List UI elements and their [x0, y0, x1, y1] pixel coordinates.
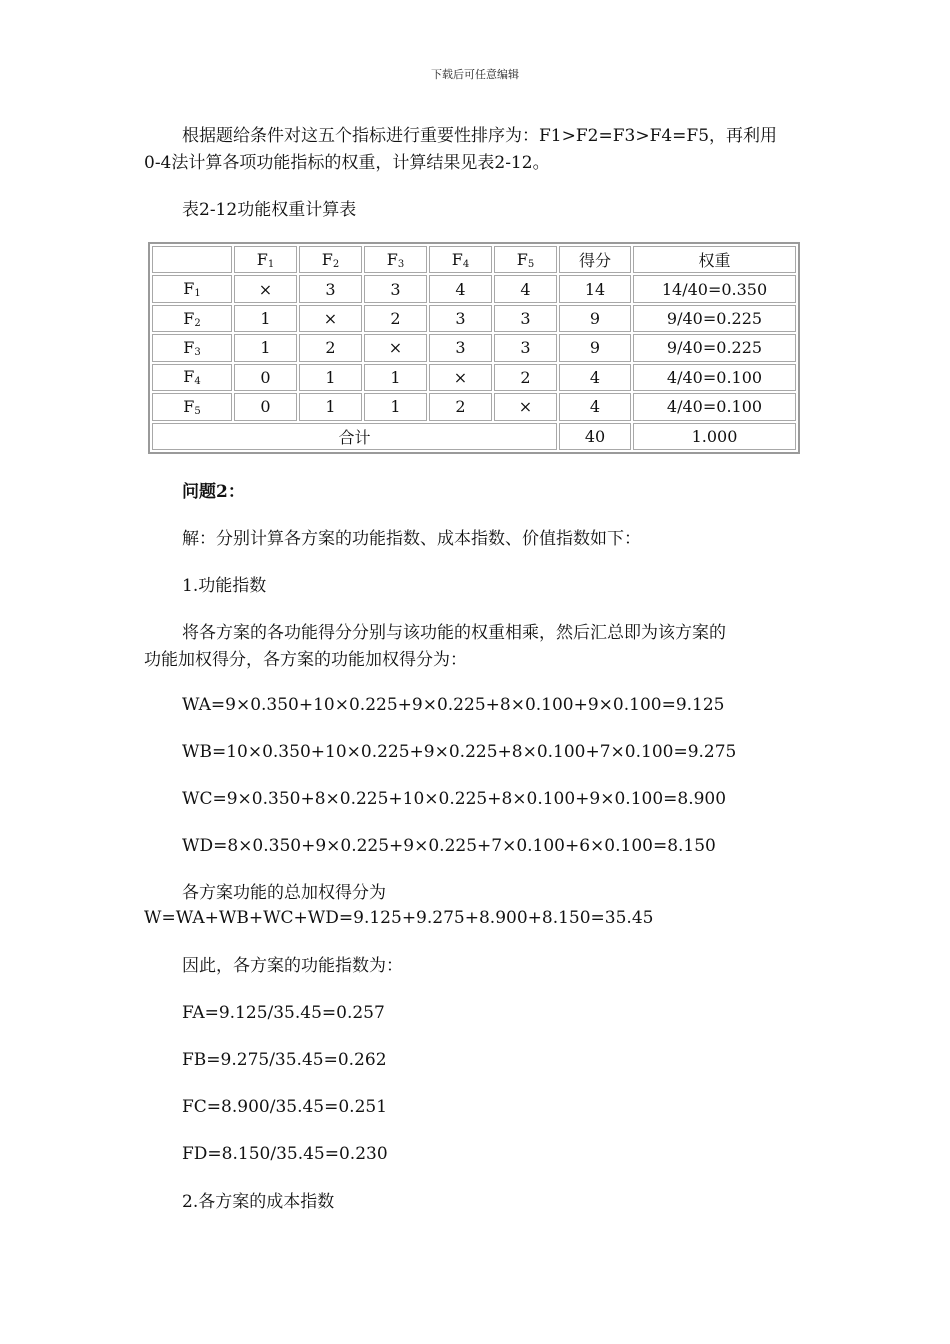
paragraph-weighting-line2: 功能加权得分，各方案的功能加权得分为： [144, 650, 467, 670]
table-cell: 2 [494, 364, 557, 391]
total-label: 合计 [152, 423, 557, 450]
table-cell: 1 [234, 305, 297, 332]
paragraph-ranking-line1: 根据题给条件对这五个指标进行重要性排序为：F1>F2=F3>F4=F5，再利用 [182, 126, 778, 146]
header-cell-f4: $F_4$ [429, 246, 492, 273]
total-weight: 1.000 [633, 423, 796, 450]
function-index-fb: FB=9.275/35.45=0.262 [182, 1050, 387, 1070]
function-index-fc: FC=8.900/35.45=0.251 [182, 1097, 388, 1117]
section-2-title: 2.各方案的成本指数 [182, 1192, 335, 1212]
table-row [152, 393, 796, 420]
row-label: $F_5$ [152, 393, 232, 420]
equation-wc: WC=9×0.350+8×0.225+10×0.225+8×0.100+9×0.100=8.900 [182, 789, 727, 809]
equation-wb: WB=10×0.350+10×0.225+9×0.225+8×0.100+7×0.100=9.275 [182, 742, 737, 762]
function-index-fa: FA=9.125/35.45=0.257 [182, 1003, 385, 1023]
header-cell-score: 得分 [559, 246, 631, 273]
row-label: $F_3$ [152, 334, 232, 361]
header-cell-f1: $F_1$ [234, 246, 297, 273]
table-cell: 14 [559, 275, 631, 302]
table-cell: × [234, 275, 297, 302]
table-cell: 2 [364, 305, 427, 332]
total-score: 40 [559, 423, 631, 450]
table-cell: 4 [559, 364, 631, 391]
total-weighted-score-label: 各方案功能的总加权得分为 [182, 883, 386, 903]
table-cell: 14/40=0.350 [633, 275, 796, 302]
table-cell: 1 [299, 364, 362, 391]
function-index-fd: FD=8.150/35.45=0.230 [182, 1144, 388, 1164]
table-cell: 4 [494, 275, 557, 302]
table-row [152, 305, 796, 332]
table-cell: 3 [429, 334, 492, 361]
table-cell: 1 [364, 364, 427, 391]
header-cell-weight: 权重 [633, 246, 796, 273]
table-cell: 2 [299, 334, 362, 361]
table-cell: 9/40=0.225 [633, 334, 796, 361]
table-row [152, 364, 796, 391]
table-cell: 0 [234, 393, 297, 420]
table-cell: × [299, 305, 362, 332]
table-cell: 2 [429, 393, 492, 420]
header-cell-empty [152, 246, 232, 273]
row-label: $F_4$ [152, 364, 232, 391]
paragraph-ranking-line2: 0-4法计算各项功能指标的权重，计算结果见表2-12。 [144, 153, 550, 173]
question-2-title: 问题2： [182, 482, 245, 502]
equation-wd: WD=8×0.350+9×0.225+9×0.225+7×0.100+6×0.100=8.150 [182, 836, 716, 856]
table-cell: × [429, 364, 492, 391]
page-header: 下载后可任意编辑 [431, 68, 519, 81]
header-cell-f5: $F_5$ [494, 246, 557, 273]
table-cell: 4 [559, 393, 631, 420]
therefore-line: 因此，各方案的功能指数为： [182, 956, 403, 976]
table-cell: 3 [494, 334, 557, 361]
table-cell: 3 [429, 305, 492, 332]
table-cell: × [364, 334, 427, 361]
equation-wa: WA=9×0.350+10×0.225+9×0.225+8×0.100+9×0.100=9.125 [182, 695, 725, 715]
table-cell: 9 [559, 305, 631, 332]
table-cell: 3 [494, 305, 557, 332]
table-cell: 1 [364, 393, 427, 420]
table-cell: × [494, 393, 557, 420]
header-cell-f2: $F_2$ [299, 246, 362, 273]
row-label: $F_2$ [152, 305, 232, 332]
header-cell-f3: $F_3$ [364, 246, 427, 273]
total-weighted-score-equation: W=WA+WB+WC+WD=9.125+9.275+8.900+8.150=35.45 [144, 908, 654, 928]
row-label: $F_1$ [152, 275, 232, 302]
table-cell: 9 [559, 334, 631, 361]
table-cell: 0 [234, 364, 297, 391]
table-row [152, 334, 796, 361]
table-caption: 表2-12功能权重计算表 [182, 200, 357, 220]
table-cell: 4/40=0.100 [633, 364, 796, 391]
table-header-row [152, 246, 796, 273]
section-1-title: 1.功能指数 [182, 576, 267, 596]
table-cell: 1 [234, 334, 297, 361]
table-cell: 4/40=0.100 [633, 393, 796, 420]
solution-intro: 解：分别计算各方案的功能指数、成本指数、价值指数如下： [182, 529, 641, 549]
weight-table [148, 242, 800, 454]
table-cell: 4 [429, 275, 492, 302]
table-cell: 3 [299, 275, 362, 302]
table-total-row [152, 423, 796, 450]
weight-table-container [148, 242, 800, 454]
paragraph-weighting-line1: 将各方案的各功能得分分别与该功能的权重相乘，然后汇总即为该方案的 [182, 623, 726, 643]
table-row [152, 275, 796, 302]
table-cell: 1 [299, 393, 362, 420]
table-cell: 3 [364, 275, 427, 302]
table-cell: 9/40=0.225 [633, 305, 796, 332]
